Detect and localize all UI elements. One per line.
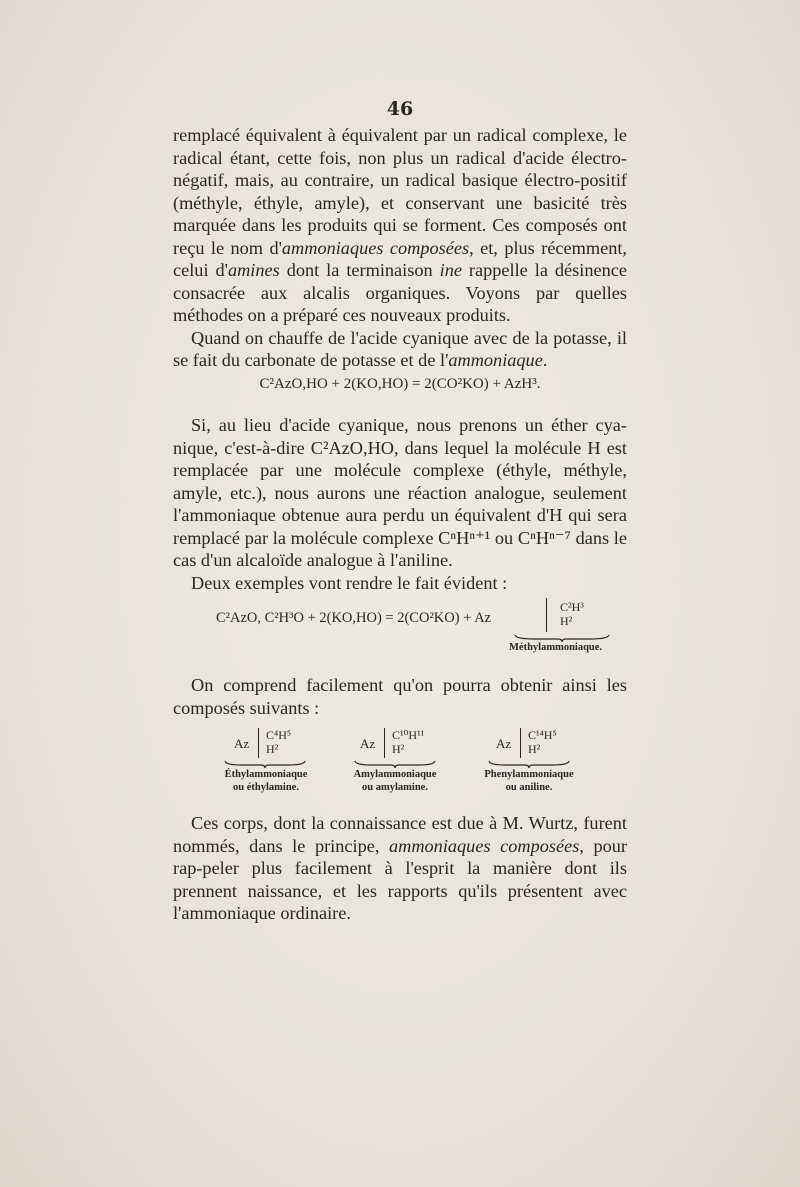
compound-radical	[392, 728, 424, 756]
caption-line: Amylammoniaque	[353, 769, 437, 780]
radical-top: C²H³	[560, 600, 584, 614]
formula-caption: Méthylammoniaque.	[509, 642, 603, 653]
underbrace-icon	[514, 634, 610, 642]
caption-line: ou éthylamine.	[233, 782, 299, 793]
formula-radical	[560, 600, 584, 628]
text-run: Deux exemples vont rendre le fait évident :	[191, 572, 508, 593]
compound-radical	[528, 728, 557, 756]
text-run: dont la terminaison	[279, 260, 440, 280]
formula-bar	[546, 598, 547, 632]
compound-bar	[520, 728, 521, 758]
text-run: Si, au lieu d'acide cyanique, nous prenons un éther cya-nique, c'est-à-dire C²AzO,HO, dans lequel la molécule H est remplacée par une molécule complexe (éthyle, méthyle, amyle, etc.), nous aurons une réaction analogue, seulement l'ammoniaque obtenue aura perdu un équivalent d'H qui sera remplacé par la molécule complexe CⁿHⁿ⁺¹ ou CⁿHⁿ⁻⁷ dans le cas d'un alcaloïde analogue à l'aniline.	[173, 415, 627, 570]
compound-caption	[220, 768, 312, 794]
compound-bar	[384, 728, 385, 758]
radical-bottom: H²	[266, 742, 279, 756]
text-run: Quand on chauffe de l'acide cyanique avec de la potasse, il se fait du carbonate de potasse et de l'	[173, 327, 627, 370]
caption-line: ou aniline.	[505, 782, 553, 793]
page-number: 46	[386, 98, 414, 120]
underbrace-icon	[224, 760, 306, 768]
compound-caption	[350, 768, 440, 794]
underbrace-icon	[354, 760, 436, 768]
text-run: Ces corps, dont la connaissance est due à M. Wurtz, furent nommés, dans le principe,	[173, 813, 627, 856]
compound-list	[220, 724, 590, 796]
italic-term: amines	[227, 260, 280, 280]
paragraph-cyanic-ether	[173, 414, 627, 594]
compound-az: Az	[496, 736, 512, 751]
radical-bottom: H²	[560, 614, 573, 628]
text-run: remplacé équivalent à équivalent par un radical complexe, le radical étant, cette fois, non plus un radical d'acide électro-négatif, mais, au contraire, un radical basique électro-positif (méthyle, éthyle, amyle), et conservant une basicité très marquée dans les produits qui se forment. Ces composés ont reçu le nom d'	[173, 125, 627, 258]
compound-aniline	[480, 724, 600, 796]
formula-methylammoniaque	[216, 596, 616, 660]
underbrace-icon	[488, 760, 570, 768]
compound-amylamine	[350, 724, 470, 796]
paragraph-wurtz	[173, 812, 627, 925]
compound-radical	[266, 728, 291, 756]
caption-line: ou amylamine.	[362, 782, 428, 793]
compound-bar	[258, 728, 259, 758]
radical-bottom: H²	[392, 742, 405, 756]
text-run: rappelle la désinence consacrée aux alcalis organiques. Voyons par quelles méthodes on a préparé ces nouveaux produits.	[173, 260, 627, 325]
text-run: , pour rap-peler plus facilement à l'esprit la manière dont ils prennent naissance, et les rapports qu'ils présentent avec l'ammoniaque ordinaire.	[173, 835, 627, 923]
paragraph-compounds-intro	[173, 674, 627, 719]
radical-top: C¹⁴H⁵	[528, 728, 557, 742]
italic-term: ine	[439, 260, 462, 280]
text-run: , et, plus récemment, celui d'	[173, 237, 628, 280]
paragraph-amines	[173, 124, 627, 372]
italic-term: ammoniaques composées	[389, 835, 580, 856]
radical-top: C¹⁰H¹¹	[392, 728, 425, 742]
caption-line: Éthylammoniaque	[224, 769, 308, 780]
compound-az: Az	[234, 736, 250, 751]
compound-az: Az	[360, 736, 376, 751]
italic-term: ammoniaques composées	[281, 237, 470, 258]
formula-cyanic-acid: C²AzO,HO + 2(KO,HO) = 2(CO²KO) + AzH³.	[259, 376, 541, 392]
text-run: On comprend facilement qu'on pourra obtenir ainsi les composés suivants :	[173, 675, 627, 718]
caption-line: Phenylammoniaque	[484, 769, 574, 780]
compound-caption	[480, 768, 578, 794]
compound-ethylamine	[220, 724, 340, 796]
radical-top: C⁴H⁵	[266, 728, 292, 742]
text-run: .	[542, 350, 548, 370]
italic-term: ammoniaque	[448, 350, 543, 370]
radical-bottom: H²	[528, 742, 541, 756]
formula-equation: C²AzO, C²H³O + 2(KO,HO) = 2(CO²KO) + Az	[216, 610, 492, 626]
